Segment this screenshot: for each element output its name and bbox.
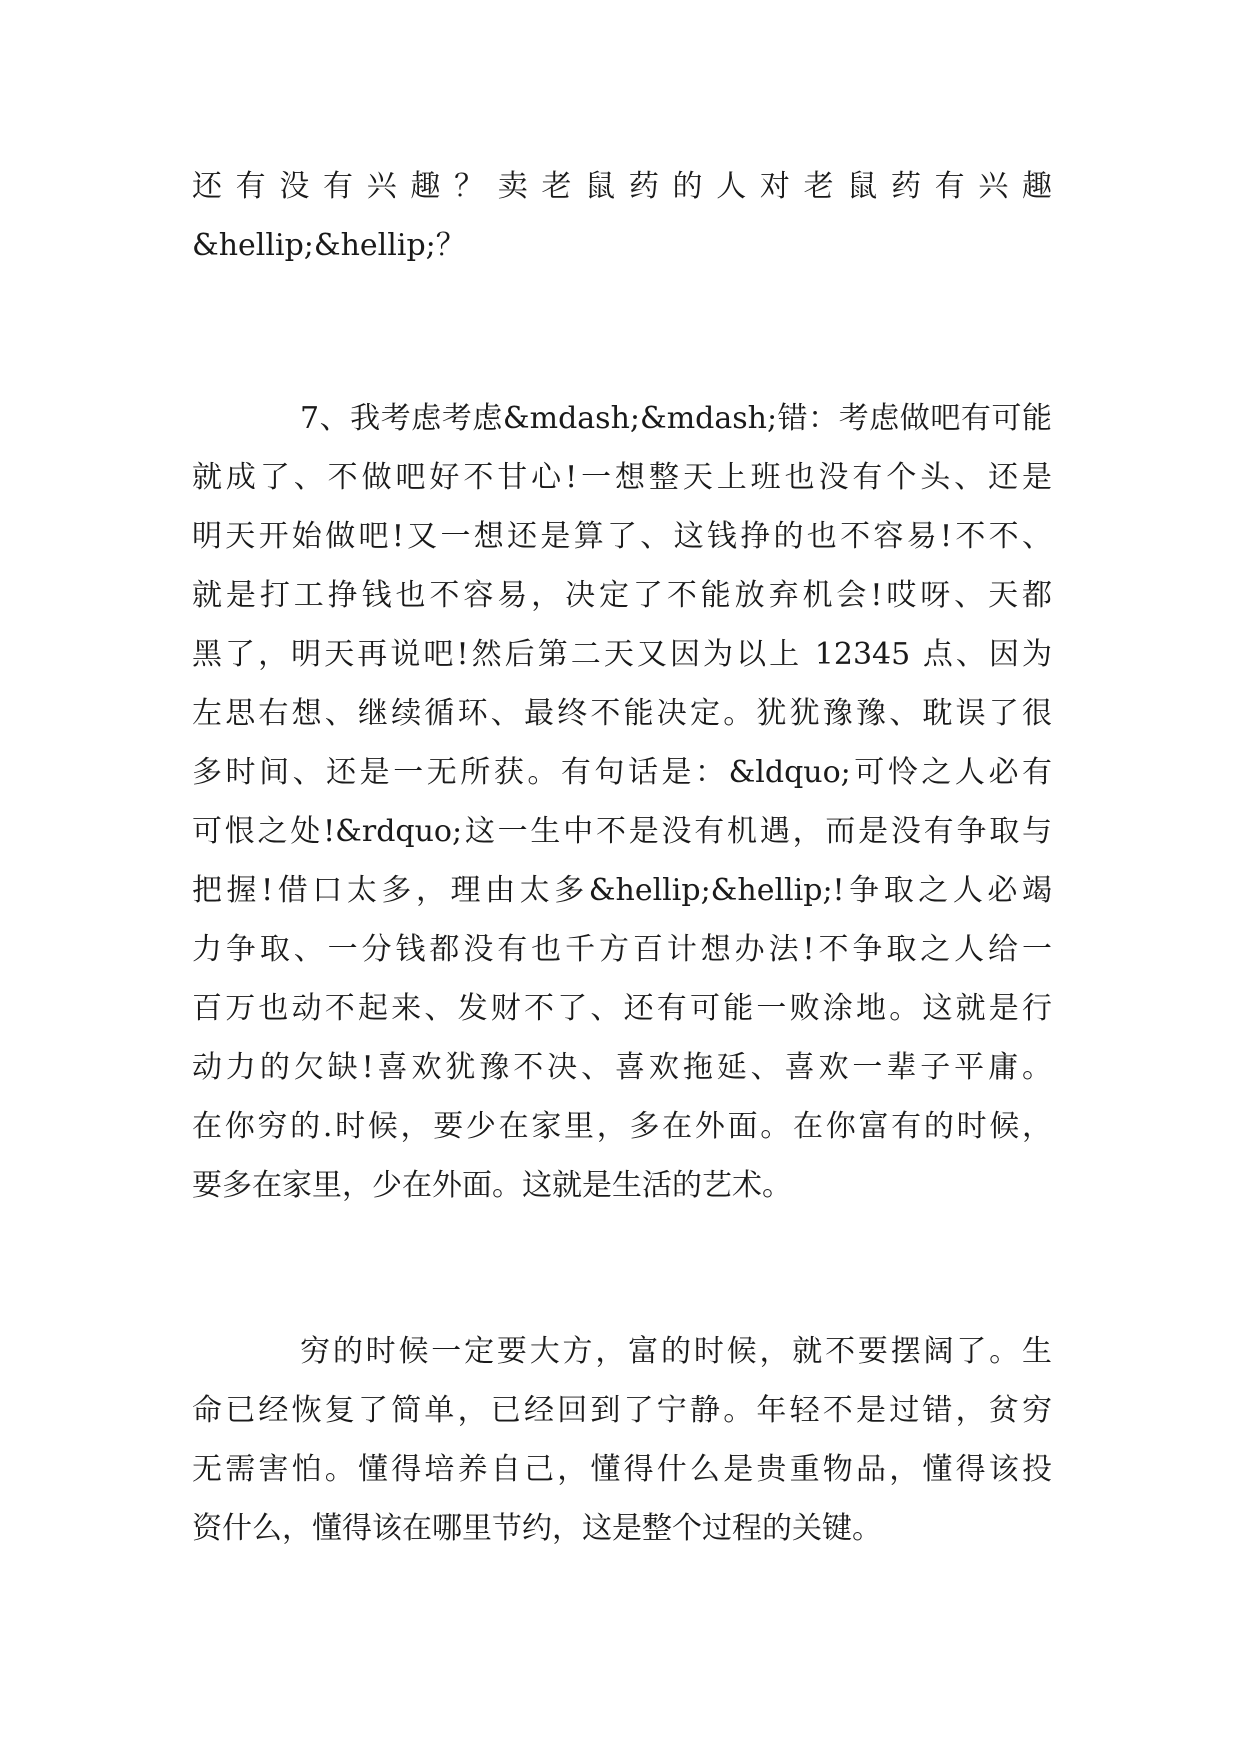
paragraph-line: 就成了、不做吧好不甘心!一想整天上班也没有个头、还是 [192,460,1052,495]
paragraph-line: &hellip;&hellip;？ [192,228,466,263]
paragraph-line: 可恨之处!&rdquo;这一生中不是没有机遇，而是没有争取与 [192,814,1052,849]
paragraph-line: 动力的欠缺!喜欢犹豫不决、喜欢拖延、喜欢一辈子平庸。 [192,1050,1052,1085]
paragraph-line: 百万也动不起来、发财不了、还有可能一败涂地。这就是行 [192,991,1052,1026]
paragraph-line: 左思右想、继续循环、最终不能决定。犹犹豫豫、耽误了很 [192,696,1052,731]
paragraph-line: 无需害怕。懂得培养自己，懂得什么是贵重物品，懂得该投 [192,1452,1052,1487]
paragraph-line: 7、我考虑考虑&mdash;&mdash;错：考虑做吧有可能 [300,401,1052,436]
paragraph-line: 要多在家里，少在外面。这就是生活的艺术。 [192,1168,792,1203]
paragraph-line: 就是打工挣钱也不容易，决定了不能放弃机会!哎呀、天都 [192,578,1052,613]
paragraph-line: 把握!借口太多，理由太多&hellip;&hellip;!争取之人必竭 [192,873,1052,908]
paragraph-2 [192,389,1052,1215]
paragraph-line: 还有没有兴趣？卖老鼠药的人对老鼠药有兴趣 [192,169,1052,204]
paragraph-line: 黑了，明天再说吧!然后第二天又因为以上 12345 点、因为 [192,637,1052,672]
paragraph-3 [192,1322,1052,1558]
paragraph-line: 力争取、一分钱都没有也千方百计想办法!不争取之人给一 [192,932,1052,967]
paragraph-line: 穷的时候一定要大方，富的时候，就不要摆阔了。生 [300,1334,1052,1369]
paragraph-line: 明天开始做吧!又一想还是算了、这钱挣的也不容易!不不、 [192,519,1052,554]
paragraph-line: 在你穷的.时候，要少在家里，多在外面。在你富有的时候， [192,1109,1052,1144]
paragraph-line: 多时间、还是一无所获。有句话是：&ldquo;可怜之人必有 [192,755,1052,790]
paragraph-1 [192,157,1052,275]
paragraph-line: 资什么，懂得该在哪里节约，这是整个过程的关键。 [192,1511,882,1546]
paragraph-line: 命已经恢复了简单，已经回到了宁静。年轻不是过错，贫穷 [192,1393,1052,1428]
